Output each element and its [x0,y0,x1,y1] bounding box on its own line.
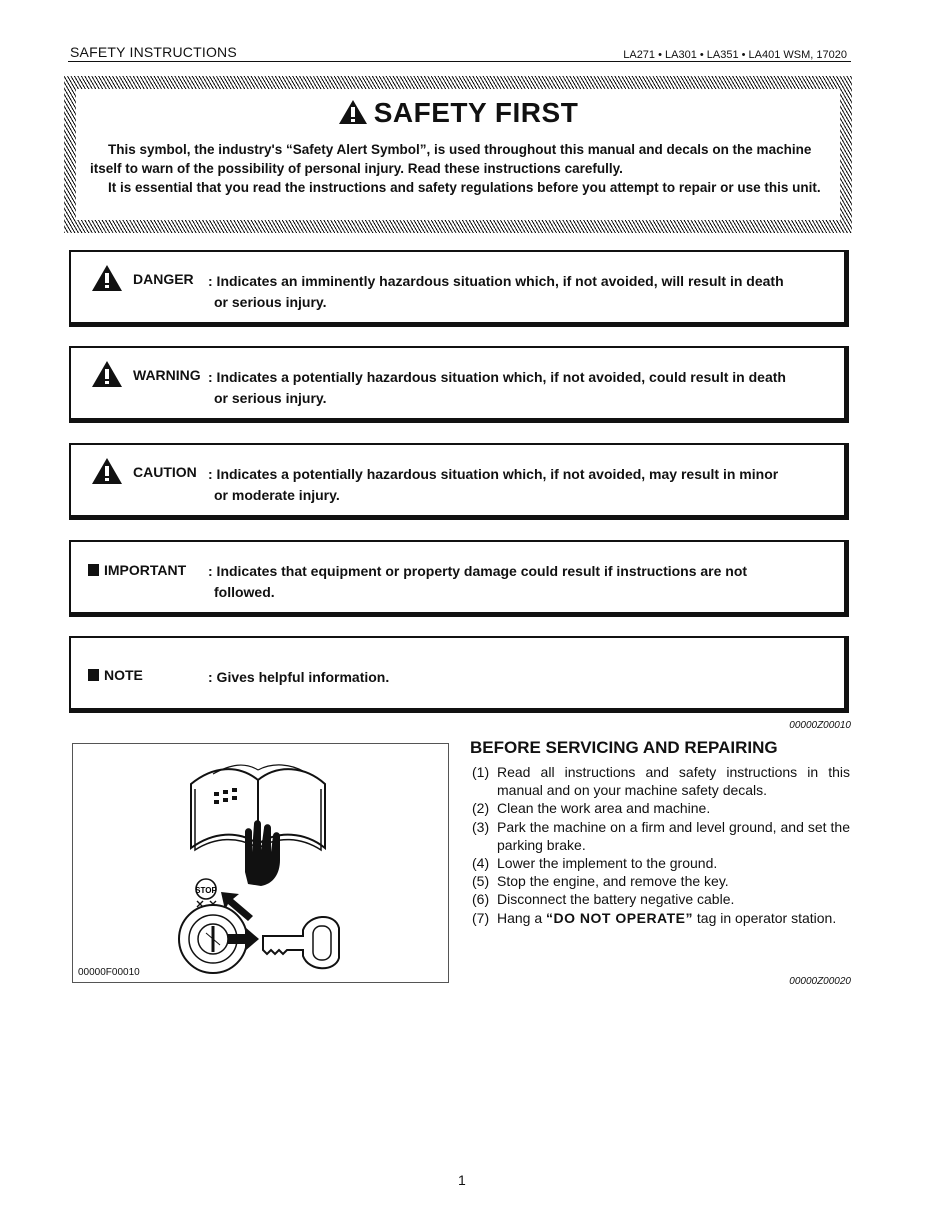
list-item-number: (5) [472,873,490,890]
safety-alert-icon [338,99,368,125]
caution-line-2: or moderate injury. [214,487,340,503]
note-label-group [88,667,143,683]
list-item-number: (4) [472,855,490,872]
danger-line-2: or serious injury. [214,294,327,310]
danger-description [208,271,830,313]
important-label: IMPORTANT [104,562,187,578]
reference-code: 00000Z00010 [789,720,851,731]
list-item [472,872,850,890]
note-label: NOTE [104,667,143,683]
note-description [208,667,830,688]
safety-first-title [76,97,840,129]
warning-label: WARNING [133,367,201,383]
do-not-operate-label: “DO NOT OPERATE” [546,909,694,926]
important-description [208,561,830,603]
page-number: 1 [458,1172,466,1188]
list-item-number: (2) [472,800,490,817]
warning-line-1: : Indicates a potentially hazardous situation which, if not avoided, could result in death [208,369,786,385]
stop-icon [195,879,217,907]
model-list: LA271 • LA301 • LA351 • LA401 WSM, 17020 [623,49,847,61]
safety-first-paragraph-1: This symbol, the industry's “Safety Alert Symbol”, is used throughout this manual and decals on the machine itself to warn of the possibility of personal injury. Read these instructions carefully. [90,142,812,176]
list-item-text [497,909,850,927]
danger-box [69,250,849,327]
key-icon [263,917,339,968]
caution-line-1: : Indicates a potentially hazardous situation which, if not avoided, may result in minor [208,466,779,482]
safety-first-label: SAFETY FIRST [373,97,579,128]
stop-label: STOP [195,886,217,895]
safety-alert-icon [91,360,123,388]
list-item [472,799,850,817]
caution-description [208,464,830,506]
list-item-text-pre: Hang a [497,909,547,926]
list-item [472,763,850,799]
header-rule [68,61,851,62]
list-item [472,854,850,872]
list-item-text-post: tag in operator station. [693,909,837,926]
danger-line-1: : Indicates an imminently hazardous situation which, if not avoided, will result in death [208,273,784,289]
warning-line-2: or serious injury. [214,390,327,406]
section-title: SAFETY INSTRUCTIONS [70,44,237,60]
important-line-2: followed. [214,584,275,600]
list-item-number: (1) [472,764,490,780]
list-item-text: Stop the engine, and remove the key. [497,873,729,890]
before-servicing-list [472,763,850,927]
caution-label: CAUTION [133,464,197,480]
important-label-group [88,562,186,578]
safety-first-inner [76,89,840,220]
important-line-1: : Indicates that equipment or property damage could result if instructions are not [208,563,748,579]
list-item-text: Park the machine on a firm and level ground, and set the parking brake. [497,818,850,853]
warning-description [208,367,830,409]
list-item [472,890,850,908]
square-bullet-icon [88,564,99,576]
danger-label: DANGER [133,271,194,287]
caution-box [69,443,849,520]
safety-first-paragraph-2: It is essential that you read the instructions and safety regulations before you attempt to repair or use this unit. [108,180,821,195]
before-servicing-title: BEFORE SERVICING AND REPAIRING [470,738,778,757]
safety-alert-icon [91,457,123,485]
list-item-number: (7) [472,909,490,926]
note-line-1: : Gives helpful information. [208,669,390,685]
important-box [69,540,849,617]
warning-box [69,346,849,423]
reference-code: 00000Z00020 [789,976,851,987]
safety-first-text [90,140,832,197]
square-bullet-icon [88,669,99,681]
illustration-frame [72,743,449,983]
note-box [69,636,849,713]
list-item-number: (3) [472,818,490,835]
safety-first-box [64,76,852,233]
list-item-number: (6) [472,891,490,908]
list-item [472,909,850,927]
list-item-text: Disconnect the battery negative cable. [497,891,735,908]
list-item-text: Clean the work area and machine. [497,800,711,817]
figure-code: 00000F00010 [78,967,140,978]
list-item-text: Read all instructions and safety instructions in this manual and on your machine safety decals. [497,764,850,799]
list-item-text: Lower the implement to the ground. [497,855,718,872]
safety-alert-icon [91,264,123,292]
list-item [472,818,850,854]
manual-key-illustration [73,744,448,982]
